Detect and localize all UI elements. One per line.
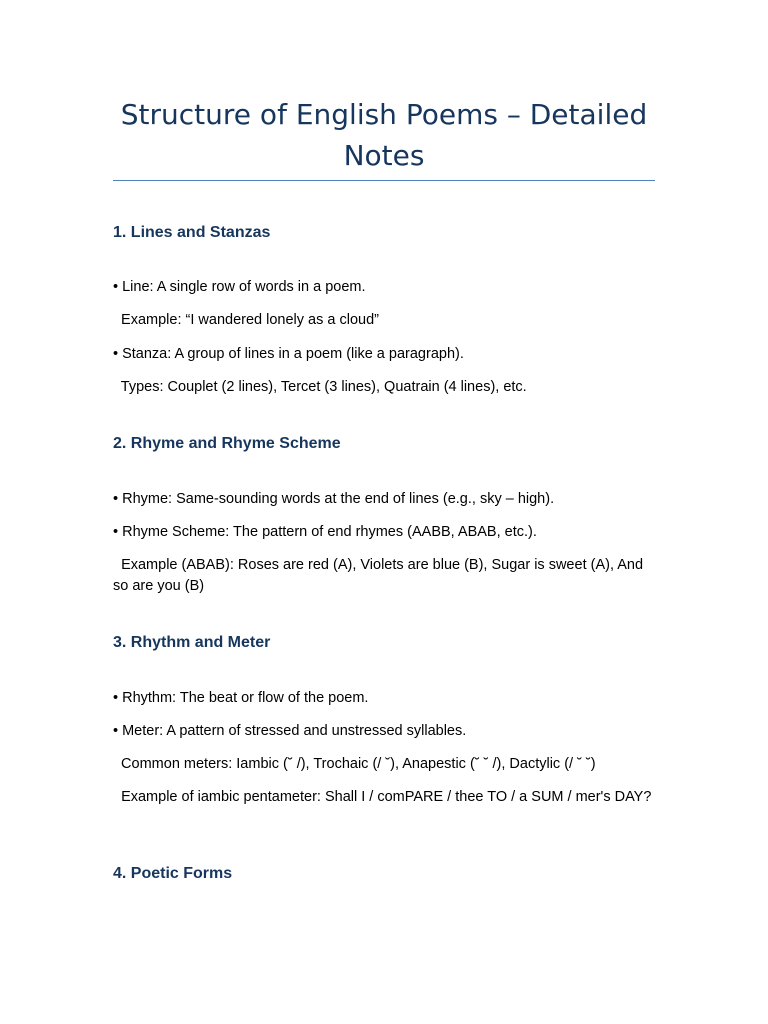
iambic-pentameter-example: Example of iambic pentameter: Shall I / comPARE / thee TO / a SUM / mer's DAY? <box>113 789 652 805</box>
section-heading-rhythm-and-meter: 3. Rhythm and Meter <box>113 634 271 651</box>
section-heading-lines-and-stanzas: 1. Lines and Stanzas <box>113 224 271 241</box>
bullet-rhythm-definition: • Rhythm: The beat or flow of the poem. <box>113 690 369 706</box>
bullet-rhyme-definition: • Rhyme: Same-sounding words at the end of lines (e.g., sky – high). <box>113 491 555 507</box>
section-heading-rhyme-and-rhyme-scheme: 2. Rhyme and Rhyme Scheme <box>113 435 341 452</box>
line-example: Example: “I wandered lonely as a cloud” <box>113 312 379 328</box>
bullet-rhyme-scheme-definition: • Rhyme Scheme: The pattern of end rhymes (AABB, ABAB, etc.). <box>113 524 537 540</box>
title-underline-rule <box>113 180 655 181</box>
stanza-types: Types: Couplet (2 lines), Tercet (3 lines), Quatrain (4 lines), etc. <box>113 379 527 395</box>
bullet-stanza-definition: • Stanza: A group of lines in a poem (like a paragraph). <box>113 346 464 362</box>
bullet-meter-definition: • Meter: A pattern of stressed and unstressed syllables. <box>113 723 467 739</box>
bullet-line-definition: • Line: A single row of words in a poem. <box>113 279 366 295</box>
document-title: Structure of English Poems – Detailed Notes <box>120 98 648 172</box>
rhyme-scheme-example: Example (ABAB): Roses are red (A), Violets are blue (B), Sugar is sweet (A), And so are you (B) <box>113 557 648 594</box>
common-meters: Common meters: Iambic (˘ /), Trochaic (/ ˘), Anapestic (˘ ˘ /), Dactylic (/ ˘ ˘) <box>113 756 596 772</box>
section-heading-poetic-forms: 4. Poetic Forms <box>113 865 233 882</box>
